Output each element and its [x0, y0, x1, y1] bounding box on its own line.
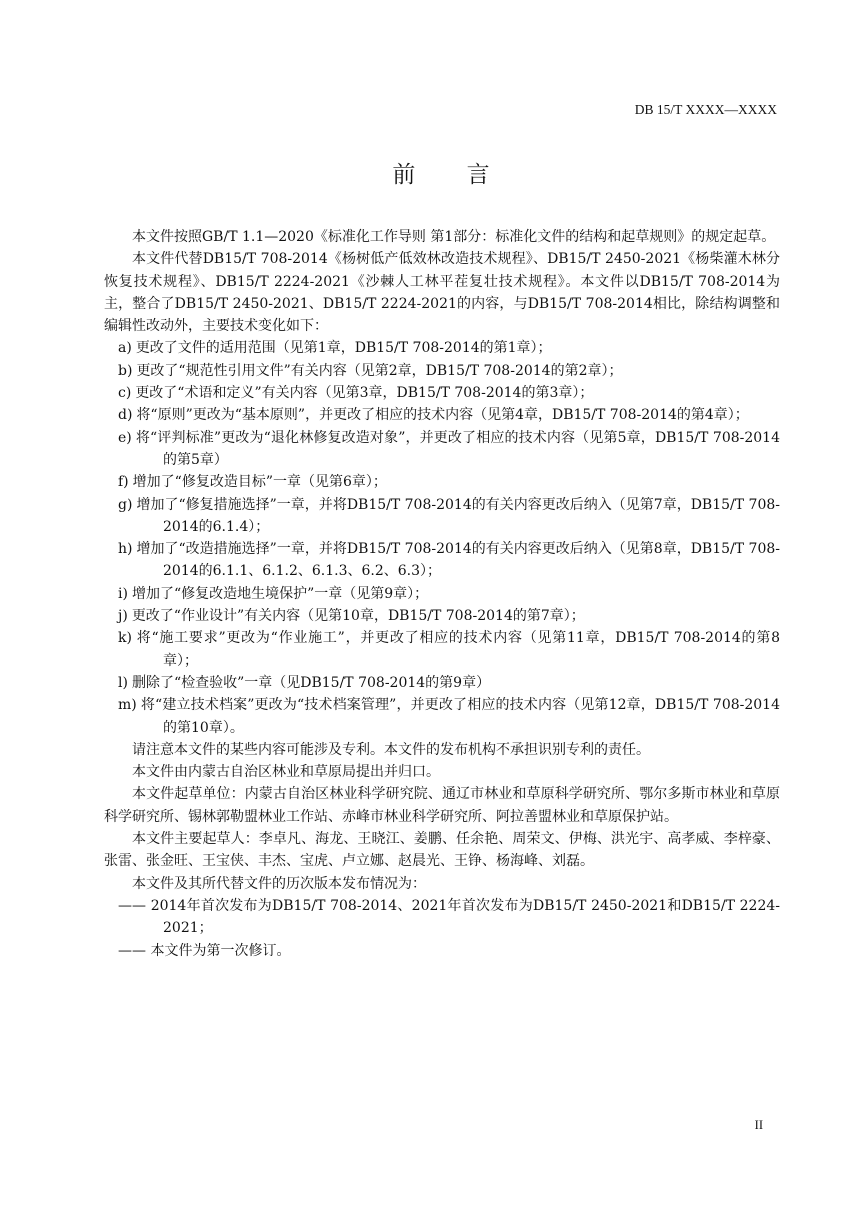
- list-item: [104, 605, 780, 627]
- list-item-text: 增加了“修复措施选择”一章，并将DB15/T 708-2014的有关内容更改后纳入（见第7章，DB15/T 708-2014的6.1.4）；: [136, 496, 780, 535]
- list-item: [104, 337, 780, 359]
- list-item: [104, 494, 780, 539]
- list-item-label: b): [118, 362, 133, 379]
- list-item: [104, 427, 780, 472]
- list-item-text: 增加了“修复改造目标”一章（见第6章）；: [132, 474, 387, 491]
- changes-list: [104, 337, 780, 738]
- list-item-label: i): [118, 585, 128, 602]
- list-item-label: k): [118, 630, 132, 647]
- list-item-label: h): [118, 541, 133, 558]
- paragraph-proposer: 本文件由内蒙古自治区林业和草原局提出并归口。: [132, 764, 440, 781]
- list-item-text: 更改了文件的适用范围（见第1章，DB15/T 708-2014的第1章）；: [135, 340, 552, 357]
- list-item-text: 更改了“术语和定义”有关内容（见第3章，DB15/T 708-2014的第3章）；: [135, 385, 594, 402]
- paragraph-history-intro: 本文件及其所代替文件的历次版本发布情况为：: [132, 875, 426, 892]
- list-item: [104, 538, 780, 583]
- list-item: [104, 382, 780, 404]
- list-item-text: 增加了“改造措施选择”一章，并将DB15/T 708-2014的有关内容更改后纳入（见第8章，DB15/T 708-2014的6.1.1、6.1.2、6.1.3、6.2、6.3）；: [136, 541, 780, 580]
- history-dash: ——: [118, 897, 146, 914]
- list-item: [104, 471, 780, 493]
- list-item-text: 将“施工要求”更改为“作业施工”，并更改了相应的技术内容（见第11章，DB15/T 708-2014的第8章）；: [135, 630, 780, 669]
- list-item: [104, 360, 780, 382]
- paragraph-patent-notice: 请注意本文件的某些内容可能涉及专利。本文件的发布机构不承担识别专利的责任。: [132, 741, 650, 758]
- list-item-text: 增加了“修复改造地生境保护”一章（见第9章）；: [131, 585, 429, 602]
- list-item: [104, 672, 780, 694]
- list-item-label: g): [118, 496, 133, 513]
- list-item-label: j): [118, 608, 128, 625]
- list-item: [104, 404, 780, 426]
- list-item: [104, 583, 780, 605]
- list-item-text: 删除了“检查验收”一章（见DB15/T 708-2014的第9章）: [131, 674, 491, 691]
- list-item-label: c): [118, 385, 132, 402]
- list-item-text: 更改了“作业设计”有关内容（见第10章，DB15/T 708-2014的第7章）；: [131, 608, 585, 625]
- history-text: 本文件为第一次修订。: [150, 942, 291, 959]
- list-item-label: l): [118, 674, 128, 691]
- list-item-label: m): [118, 697, 137, 714]
- list-item: [104, 694, 780, 739]
- list-item: [104, 627, 780, 672]
- document-code: DB 15/T XXXX—XXXX: [634, 102, 777, 117]
- history-item: [104, 895, 780, 940]
- list-item-label: d): [118, 407, 133, 424]
- list-item-text: 将“原则”更改为“基本原则”，并更改了相应的技术内容（见第4章，DB15/T 708-2014的第4章）；: [136, 407, 749, 424]
- paragraph-drafters: 本文件主要起草人：李卓凡、海龙、王晓江、姜鹏、任余艳、周荣文、伊梅、洪光宇、高孝威、李梓豪、张雷、张金旺、王宝侠、丰杰、宝虎、卢立娜、赵晨光、王铮、杨海峰、刘磊。: [104, 831, 780, 870]
- list-item-label: a): [118, 340, 132, 357]
- list-item-text: 将“建立技术档案”更改为“技术档案管理”，并更改了相应的技术内容（见第12章，DB15/T 708-2014的第10章）。: [140, 697, 780, 736]
- paragraph-drafting-units: 本文件起草单位：内蒙古自治区林业科学研究院、通辽市林业和草原科学研究所、鄂尔多斯市林业和草原科学研究所、锡林郭勒盟林业工作站、赤峰市林业科学研究所、阿拉善盟林业和草原保护站。: [104, 786, 780, 825]
- history-dash: ——: [118, 942, 146, 959]
- page-number: II: [754, 1118, 763, 1132]
- list-item-label: e): [118, 429, 132, 446]
- list-item-text: 更改了“规范性引用文件”有关内容（见第2章，DB15/T 708-2014的第2章）；: [136, 362, 623, 379]
- history-item: [104, 940, 780, 962]
- page-title: 前 言: [392, 162, 512, 188]
- paragraph-replacement: 本文件代替DB15/T 708-2014《杨树低产低效林改造技术规程》、DB15/T 2450-2021《杨柴灌木林分恢复技术规程》、DB15/T 2224-2021《沙棘人工林平茬复壮技术规程》。本文件以DB15/T 708-2014为主，整合了DB15/T 2450-2021、DB15/T 2224-2021的内容，与DB15/T 708-2014相比，除结构调整和编辑性改动外，主要技术变化如下：: [104, 251, 780, 335]
- list-item-text: 将“评判标准”更改为“退化林修复改造对象”，并更改了相应的技术内容（见第5章，DB15/T 708-2014的第5章）: [135, 429, 780, 468]
- foreword-body: [104, 226, 780, 962]
- list-item-label: f): [118, 474, 129, 491]
- paragraph-drafting-rules: 本文件按照GB/T 1.1—2020《标准化工作导则 第1部分：标准化文件的结构和起草规则》的规定起草。: [132, 229, 776, 245]
- history-text: 2014年首次发布为DB15/T 708-2014、2021年首次发布为DB15/T 2450-2021和DB15/T 2224-2021；: [150, 897, 781, 937]
